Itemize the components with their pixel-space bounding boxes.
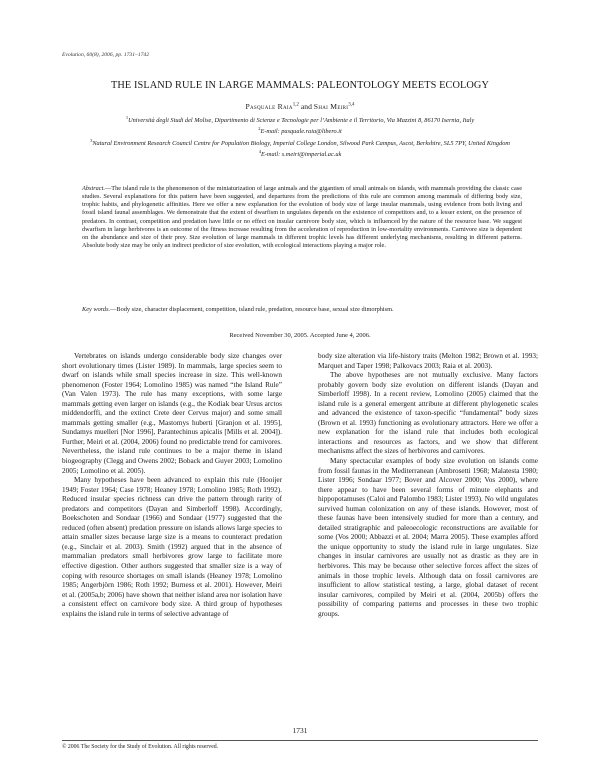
copyright-text: © 2006 The Society for the Study of Evolution. All rights reserved. (62, 744, 219, 750)
body-column-right (318, 352, 538, 619)
author-2-name: Shai Meiri (313, 102, 349, 111)
author-connector: and (299, 102, 314, 111)
body-paragraph: body size alteration via life-history traits (Melton 1982; Brown et al. 1993; Marquet and Taper 1998; Palkovacs 2003; Raia et al. 2003). (318, 352, 538, 370)
abstract-text: —The island rule is the phenomenon of the miniaturization of large animals and the gigantism of small animals on islands, with mammals providing the classic case studies. Several explanations for this pattern have been suggested, and departures from the predictions of this rule are common among mammals of differing body size, trophic habits, and phylogenetic affinities. Here we offer a new explanation for the evolution of body size of large insular mammals, using evidence from both living and fossil island faunal assemblages. We demonstrate that the extent of dwarfism in ungulates depends on the existence of competitors and, to a lesser extent, on the presence of predators. In contrast, competition and predation have little or no effect on insular carnivore body size, which is influenced by the nature of the resource base. We suggest dwarfism in large herbivores is an outcome of the fitness increase resulting from the acceleration of reproduction in low-mortality environments. Carnivore size is dependent on the abundance and size of their prey. Size evolution of large mammals in different trophic levels has different underlying mechanisms, resulting in different patterns. Absolute body size may be only an indirect predictor of size evolution, with ecological interactions playing a major role. (82, 185, 522, 250)
keywords (82, 306, 522, 314)
abstract (82, 185, 522, 250)
affiliation-3: $^3$Natural Environment Research Council Centre for Population Biology, Imperial College London, Silwood Park Campus, Ascot, Berkshire, SL5 7PY, United Kingdom (90, 137, 510, 147)
body-paragraph: Many spectacular examples of body size evolution on islands come from fossil faunas in the Mediterranean (Ambrosetti 1968; Malatesta 1980; Lister 1996; Sondaar 1977; Bover and Alcover 2000; Vos 2000), where there appear to have been several forms of minute elephants and hippopotamuses (Caloi and Palombo 1983; Lister 1993). No wild ungulates survived human colonization on any of these islands. However, most of these faunas have been intensively studied for more than a century, and detailed stratigraphic and paleoecologic reconstructions are available for some (Vos 2000; Abbazzi et al. 2004; Marra 2005). These examples afford the unique opportunity to study the island rule in large ungulates. Size changes in insular carnivores are usually not as drastic as they are in herbivores. This may be because other selective forces affect the sizes of animals in those trophic levels. Although data on fossil carnivores are insufficient to allow statistical testing, a large, global dataset of recent insular carnivores, compiled by Meiri et al. (2004, 2005b) offers the possibility of comparing patterns and processes in these two trophic groups. (318, 457, 538, 618)
abstract-label: Abstract. (82, 185, 105, 192)
received-accepted-dates: Received November 30, 2005. Accepted June 4, 2006. (229, 332, 371, 339)
body-paragraph: The above hypotheses are not mutually exclusive. Many factors probably govern body size evolution on different islands (Dayan and Simberloff 1998). In a recent review, Lomolino (2005) claimed that the island rule is a general emergent attribute at different phylogenetic scales and advanced the existence of taxon-specific “fundamental” body sizes (Brown et al. 1993) functioning as evolutionary attractors. Here we offer a new explanation for the island rule that includes both ecological interactions and resources as factors, and we show that different mechanisms affect the sizes of herbivores and carnivores. (318, 371, 538, 456)
keywords-label: Key words. (82, 306, 111, 313)
author-2-affiliation-marks: 3,4 (348, 102, 355, 108)
body-paragraph: Many hypotheses have been advanced to explain this rule (Hooijer 1949; Foster 1964; Case 1978; Heaney 1978; Lomolino 1985; Roth 1992). Reduced insular species richness can drive the pattern through rarity of predators and competitors (Dayan and Simberloff 1998). Accordingly, Boekschoten and Sondaar (1966) and Sondaar (1977) suggested that the reduced (often absent) predation pressure on islands allows large species to attain smaller sizes because large size is a means to counteract predation (e.g., Sinclair et al. 2003). Smith (1992) argued that in the absence of mammalian predators small herbivores grow large to facilitate more effective digestion. Other authors suggested that smaller size is a way of coping with resource shortages on small islands (Heaney 1978; Lomolino 1985; Angerbjörn 1986; Roth 1992; Burness et al. 2001). However, Meiri et al. (2005a,b; 2006) have shown that neither island area nor isolation have a consistent effect on carnivore body size. A third group of hypotheses explains the island rule in terms of selective advantage of (62, 476, 282, 618)
body-column-left (62, 352, 282, 619)
footer-divider (62, 740, 538, 741)
affiliation-4: $^4$E-mail: s.meiri@imperial.ac.uk (258, 149, 342, 159)
affiliations (60, 114, 540, 160)
copyright-footer (62, 740, 538, 750)
keywords-text: —Body size, character displacement, competition, island rule, predation, resource base, sexual size dimorphism. (110, 306, 394, 313)
article-title: THE ISLAND RULE IN LARGE MAMMALS: PALEONTOLOGY MEETS ECOLOGY (110, 80, 489, 91)
author-1-name: Pasquale Raia (245, 102, 293, 111)
author-1-affiliation-marks: 1,2 (292, 102, 300, 108)
body-paragraph: Vertebrates on islands undergo considerable body size changes over short evolutionary times (Lister 1989). In mammals, large species seem to dwarf on islands while small species increase in size. This well-known phenomenon (Foster 1964; Lomolino 1985) was named “the Island Rule” (Van Valen 1973). The rule has many exceptions, with some large mammals getting even larger on islands (e.g., the Kodiak bear Ursus arctos middendorffi, and the extinct Crete deer Cervus major) and some small mammals getting smaller (e.g., Mastomys huberti [Granjon et al. 1995], Sundamys muelleri [Nor 1996], Parantechinus apicalis [Mills et al. 2004]). Further, Meiri et al. (2004, 2006) found no predictable trend for carnivores. Nevertheless, the island rule continues to be a major theme in island biogeography (Clegg and Owens 2002; Boback and Guyer 2003; Lomolino 2005; Lomolino et al. 2005). (62, 352, 282, 475)
page-number: 1731 (292, 726, 308, 735)
running-head: Evolution, 60(8), 2006, pp. 1731–1742 (62, 52, 150, 58)
affiliation-2: $^2$E-mail: pasquale.raia@libero.it (258, 126, 342, 136)
author-line (40, 102, 560, 111)
affiliation-1: $^1$Università degli Studi del Molise, Dipartimento di Scienze e Tecnologie per l’Ambiente e il Territorio, Via Mazzini 8, 86170 Isernia, Italy (125, 115, 475, 125)
